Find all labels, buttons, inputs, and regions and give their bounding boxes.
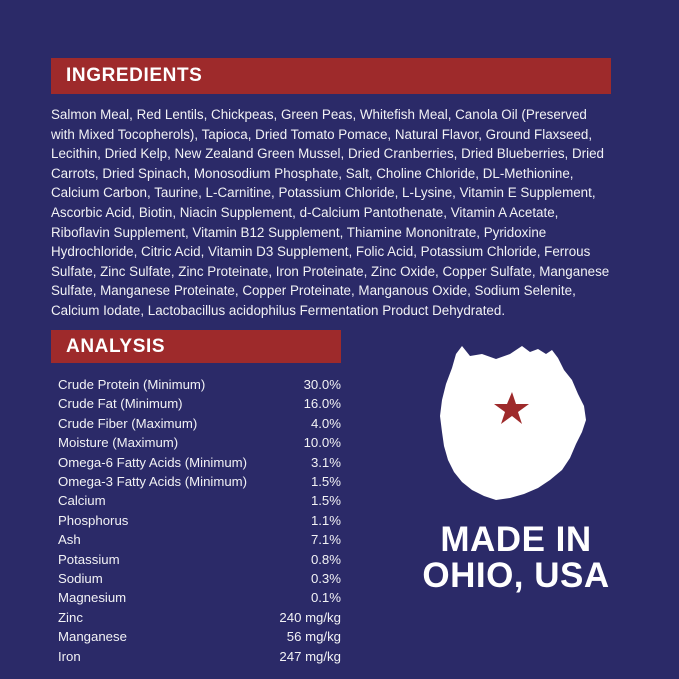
nutrient-value: 0.8%: [310, 551, 341, 567]
nutrient-value: 56 mg/kg: [286, 629, 341, 645]
nutrient-value: 240 mg/kg: [279, 609, 341, 625]
analysis-table: [51, 375, 341, 666]
table-row: [51, 647, 341, 666]
nutrient-name: Crude Protein (Minimum): [58, 377, 206, 392]
nutrient-value: 0.3%: [310, 571, 341, 587]
nutrient-value: 16.0%: [303, 396, 341, 412]
nutrient-name: Omega-3 Fatty Acids (Minimum): [58, 474, 248, 490]
ingredients-header-bar: [51, 58, 611, 94]
nutrient-name: Magnesium: [58, 590, 127, 606]
table-row: [51, 511, 341, 530]
table-row: [51, 530, 341, 549]
nutrient-name: Iron: [58, 648, 81, 664]
nutrient-value: 1.1%: [310, 512, 341, 528]
nutrient-name: Omega-6 Fatty Acids (Minimum): [58, 454, 248, 470]
table-row: [51, 433, 341, 452]
analysis-header-bar: [51, 330, 341, 363]
table-row: [51, 472, 341, 491]
nutrient-value: 10.0%: [303, 435, 341, 451]
nutrient-value: 1.5%: [310, 493, 341, 509]
nutrient-name: Calcium: [58, 493, 106, 509]
nutrient-name: Sodium: [58, 571, 103, 587]
table-row: [51, 394, 341, 413]
table-row: [51, 453, 341, 472]
ohio-state-shape-icon: [426, 340, 606, 512]
nutrient-name: Crude Fiber (Maximum): [58, 415, 198, 431]
table-row: [51, 569, 341, 588]
nutrient-name: Crude Fat (Minimum): [58, 396, 183, 412]
table-row: [51, 588, 341, 607]
table-row: [51, 608, 341, 627]
nutrient-name: Potassium: [58, 551, 120, 567]
nutrient-value: 0.1%: [310, 590, 341, 606]
ingredients-text: Salmon Meal, Red Lentils, Chickpeas, Green Peas, Whitefish Meal, Canola Oil (Preserved with Mixed Tocopherols), Tapioca, Dried Tomato Pomace, Natural Flavor, Ground Flaxseed, Lecithin, Dried Kelp, New Zealand Green Mussel, Dried Cranberries, Dried Blueberries, Dried Carrots, Dried Spinach, Monosodium Phosphate, Salt, Choline Chloride, DL-Methionine, Calcium Carbon, Taurine, L-Carnitine, Potassium Chloride, L-Lysine, Vitamin E Supplement, Ascorbic Acid, Biotin, Niacin Supplement, d-Calcium Pantothenate, Vitamin A Acetate, Riboflavin Supplement, Vitamin B12 Supplement, Thiamine Mononitrate, Pyridoxine Hydrochloride, Citric Acid, Vitamin D3 Supplement, Folic Acid, Potassium Chloride, Ferrous Sulfate, Zinc Sulfate, Zinc Proteinate, Iron Proteinate, Zinc Oxide, Copper Sulfate, Manganese Sulfate, Manganese Proteinate, Copper Proteinate, Manganous Oxide, Sodium Selenite, Calcium Iodate, Lactobacillus acidophilus Fermentation Product Dehydrated.: [51, 107, 610, 318]
nutrient-value: 1.5%: [310, 474, 341, 490]
table-row: [51, 627, 341, 646]
analysis-header-label: ANALYSIS: [66, 335, 166, 357]
nutrient-name: Zinc: [58, 609, 83, 625]
table-row: [51, 550, 341, 569]
nutrient-name: Ash: [58, 532, 81, 548]
nutrient-name: Manganese: [58, 629, 127, 645]
made-in-line2: OHIO, USA: [422, 556, 610, 595]
nutrient-name: Moisture (Maximum): [58, 435, 179, 451]
nutrient-value: 3.1%: [310, 454, 341, 470]
nutrient-value: 7.1%: [310, 532, 341, 548]
table-row: [51, 375, 341, 394]
nutrient-value: 4.0%: [310, 415, 341, 431]
origin-block: [396, 340, 636, 594]
nutrient-value: 247 mg/kg: [279, 648, 341, 664]
nutrient-value: 30.0%: [303, 377, 341, 392]
nutrient-name: Phosphorus: [58, 512, 129, 528]
ingredients-header-label: INGREDIENTS: [66, 65, 203, 86]
table-row: [51, 491, 341, 510]
made-in-line1: MADE IN: [440, 520, 592, 559]
table-row: [51, 414, 341, 433]
